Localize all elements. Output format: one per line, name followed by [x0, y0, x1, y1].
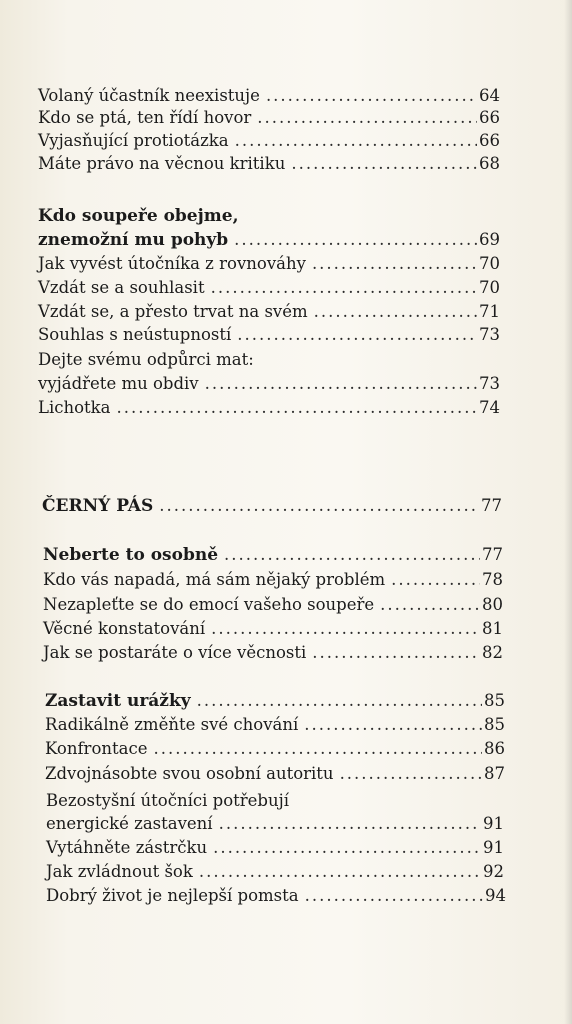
toc-entry-title-line1: Dejte svému odpůrci mat:	[38, 350, 254, 369]
leader-dots	[340, 762, 482, 786]
leader-dots	[211, 276, 477, 300]
toc-entry-title: Zdvojnásobte svou osobní autoritu	[45, 764, 334, 783]
toc-entry	[38, 396, 500, 420]
toc-entry-title: vyjádřete mu obdiv	[38, 374, 199, 393]
leader-dots	[234, 228, 477, 252]
toc-entry-title: Zastavit urážky	[45, 691, 191, 711]
toc-entry-title: Neberte to osobně	[43, 545, 219, 565]
toc-entry-page: 73	[479, 325, 500, 344]
toc-entry	[38, 106, 500, 130]
toc-entry-page: 85	[484, 691, 505, 710]
chapter-title: ČERNÝ PÁS	[42, 496, 154, 516]
toc-entry-title: Věcné konstatování	[43, 619, 206, 638]
toc-entry-title: Nezapleťte se do emocí vašeho soupeře	[43, 595, 375, 614]
toc-entry-title: znemožní mu pohyb	[38, 230, 229, 250]
leader-dots	[197, 689, 482, 713]
toc-entry-title: Volaný účastník neexistuje	[38, 86, 260, 105]
section-heading: Kdo soupeře obejme,	[38, 206, 239, 226]
toc-entry-page: 70	[479, 254, 500, 273]
leader-dots	[117, 396, 477, 420]
leader-dots	[211, 617, 480, 641]
toc-entry-page: 86	[484, 739, 505, 758]
toc-entry	[43, 641, 503, 665]
toc-entry-title: Jak vyvést útočníka z rovnováhy	[38, 254, 306, 273]
toc-entry-page: 66	[479, 131, 500, 150]
toc-entry	[43, 593, 503, 617]
toc-entry-page: 66	[479, 108, 500, 127]
leader-dots	[312, 641, 480, 665]
toc-entry	[38, 252, 500, 276]
leader-dots	[312, 252, 477, 276]
toc-entry-page: 64	[479, 86, 500, 105]
toc-entry-title: Konfrontace	[45, 739, 148, 758]
leader-dots	[199, 860, 481, 884]
toc-entry	[38, 276, 500, 300]
toc-entry-page: 71	[479, 302, 500, 321]
toc-entry	[46, 860, 504, 884]
toc-entry-page: 69	[479, 230, 500, 249]
toc-entry-title: Dobrý život je nejlepší pomsta	[46, 886, 299, 905]
leader-dots	[305, 884, 483, 908]
leader-dots	[235, 129, 477, 153]
leader-dots	[213, 836, 481, 860]
section-heading-entry	[45, 689, 505, 713]
toc-entry-page: 85	[484, 715, 505, 734]
leader-dots	[237, 323, 477, 347]
toc-entry	[46, 836, 504, 860]
toc-entry-title-line1: Bezostyšní útočníci potřebují	[46, 791, 290, 810]
toc-entry	[38, 84, 500, 108]
toc-entry-title: Jak se postaráte o více věcnosti	[43, 643, 307, 662]
toc-entry-page: 82	[482, 643, 503, 662]
toc-entry	[38, 300, 500, 324]
toc-entry-page: 94	[485, 886, 506, 905]
toc-entry-title: Vzdát se a souhlasit	[38, 278, 205, 297]
toc-entry-title: Radikálně změňte své chování	[45, 715, 299, 734]
toc-entry	[38, 323, 500, 347]
toc-entry	[45, 762, 505, 786]
toc-entry	[38, 129, 500, 153]
toc-entry-title: Jak zvládnout šok	[46, 862, 193, 881]
toc-entry-page: 80	[482, 595, 503, 614]
toc-entry-title: Souhlas s neústupností	[38, 325, 232, 344]
leader-dots	[224, 543, 480, 567]
leader-dots	[205, 372, 477, 396]
toc-entry-title: Kdo vás napadá, má sám nějaký problém	[43, 570, 386, 589]
toc-entry	[45, 737, 505, 761]
toc-entry-page: 77	[482, 545, 503, 564]
toc-entry-page: 87	[484, 764, 505, 783]
toc-entry	[38, 372, 500, 396]
toc-entry-page: 77	[481, 496, 502, 515]
toc-entry	[46, 884, 506, 908]
section-heading-entry	[38, 228, 500, 252]
leader-dots	[219, 812, 481, 836]
toc-entry-page: 74	[479, 398, 500, 417]
leader-dots	[391, 568, 480, 592]
chapter-entry	[42, 494, 502, 518]
toc-entry-page: 70	[479, 278, 500, 297]
toc-entry-title: Vzdát se, a přesto trvat na svém	[38, 302, 308, 321]
toc-entry-title: Vyjasňující protiotázka	[38, 131, 229, 150]
toc-entry-title: Máte právo na věcnou kritiku	[38, 154, 286, 173]
toc-entry-page: 92	[483, 862, 504, 881]
toc-entry-page: 68	[479, 154, 500, 173]
toc-entry	[43, 568, 503, 592]
leader-dots	[153, 737, 482, 761]
toc-entry-page: 81	[482, 619, 503, 638]
toc-entry	[45, 713, 505, 737]
toc-entry	[46, 812, 504, 836]
toc-entry-title: energické zastavení	[46, 814, 213, 833]
leader-dots	[159, 494, 479, 518]
toc-entry-title: Vytáhněte zástrčku	[46, 838, 208, 857]
leader-dots	[257, 106, 477, 130]
toc-entry-page: 73	[479, 374, 500, 393]
leader-dots	[266, 84, 477, 108]
toc-entry	[43, 617, 503, 641]
toc-entry-title: Kdo se ptá, ten řídí hovor	[38, 108, 252, 127]
toc-entry-page: 91	[483, 814, 504, 833]
leader-dots	[380, 593, 480, 617]
leader-dots	[314, 300, 477, 324]
toc-entry-page: 91	[483, 838, 504, 857]
toc-entry	[38, 152, 500, 176]
leader-dots	[291, 152, 477, 176]
leader-dots	[304, 713, 482, 737]
toc-entry-title: Lichotka	[38, 398, 111, 417]
toc-entry-page: 78	[482, 570, 503, 589]
section-heading-entry	[43, 543, 503, 567]
